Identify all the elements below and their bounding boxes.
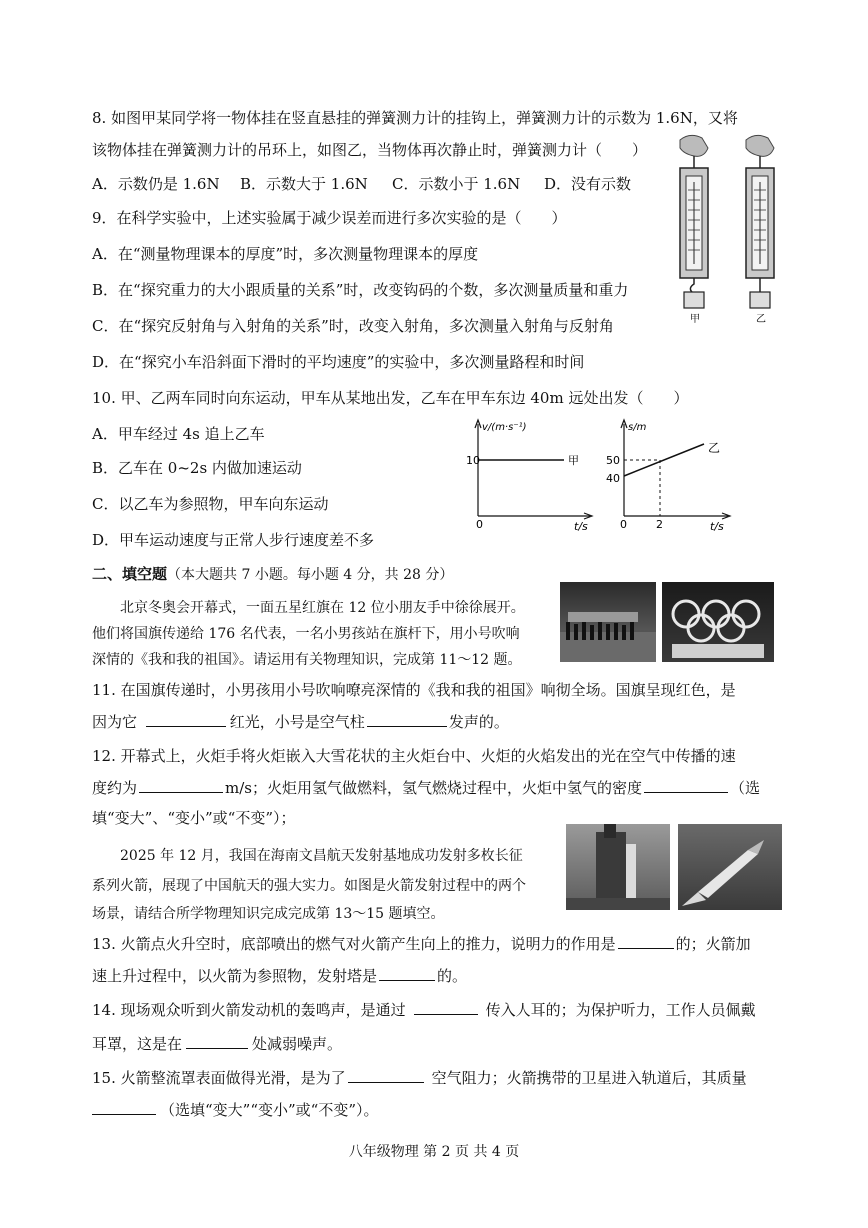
q8-stem-line2: 该物体挂在弹簧测力计的吊环上，如图乙，当物体再次静止时，弹簧测力计（ ） bbox=[92, 141, 648, 159]
q15-blank-1[interactable] bbox=[348, 1068, 424, 1083]
q15-text-a: 15. 火箭整流罩表面做得光滑，是为了 bbox=[92, 1069, 346, 1087]
q13-blank-1[interactable] bbox=[618, 934, 674, 949]
q11-line1: 11. 在国旗传递时，小男孩用小号吹响嘹亮深情的《我和我的祖国》响彻全场。国旗呈现红色，是 bbox=[92, 681, 736, 699]
rocket-icon bbox=[678, 824, 782, 910]
q13-text-d: 的。 bbox=[437, 967, 468, 985]
hand-icon bbox=[746, 135, 774, 156]
graph1-ytick: 10 bbox=[466, 454, 480, 467]
figure-label-yi: 乙 bbox=[756, 314, 766, 325]
velocity-time-graph bbox=[440, 416, 600, 532]
q14-blank-1[interactable] bbox=[414, 1000, 478, 1015]
q12-text-c: （选 bbox=[730, 779, 761, 797]
q15-line2 bbox=[92, 1100, 379, 1120]
q8-stem-line1: 8. 如图甲某同学将一物体挂在竖直悬挂的弹簧测力计的挂钩上，弹簧测力计的示数为 1.6N，又将 bbox=[92, 109, 738, 127]
q15-text-b: 空气阻力；火箭携带的卫星进入轨道后，其质量 bbox=[431, 1069, 747, 1087]
q9-option-d: D．在“探究小车沿斜面下滑时的平均速度”的实验中，多次测量路程和时间 bbox=[92, 353, 585, 371]
section2-title: 二、填空题 bbox=[92, 565, 168, 583]
q15-line1 bbox=[92, 1068, 747, 1088]
q11-line2 bbox=[92, 712, 509, 732]
q14-line2 bbox=[92, 1034, 342, 1054]
section2-heading bbox=[92, 564, 453, 585]
graph2-xtick: 2 bbox=[656, 518, 663, 531]
q9-stem: 9．在科学实验中，上述实验属于减少误差而进行多次实验的是（ ） bbox=[92, 209, 567, 227]
distance-time-graph bbox=[604, 416, 744, 532]
flag-ceremony-photo bbox=[560, 582, 656, 662]
figure-label-jia: 甲 bbox=[690, 314, 700, 325]
graph2-ytick-40: 40 bbox=[606, 472, 620, 485]
spring-scale-figure bbox=[660, 132, 790, 328]
q12-text-b: m/s；火炬用氢气做燃料，氢气燃烧过程中，火炬中氢气的密度 bbox=[225, 779, 642, 797]
hand-icon bbox=[680, 135, 708, 156]
q12-line2 bbox=[92, 778, 760, 798]
q13-line2 bbox=[92, 966, 467, 986]
q14-text-c: 耳罩，这是在 bbox=[92, 1035, 183, 1053]
q11-blank-2[interactable] bbox=[367, 712, 447, 727]
graph1-ylabel: v/(m·s⁻¹) bbox=[482, 422, 527, 433]
graph2-origin: 0 bbox=[620, 518, 627, 531]
olympic-rings-icon bbox=[662, 582, 774, 662]
q14-blank-2[interactable] bbox=[186, 1034, 248, 1049]
q12-blank-2[interactable] bbox=[644, 778, 728, 793]
q8-option-a: A．示数仍是 1.6N bbox=[92, 175, 220, 193]
intro1-line1: 北京冬奥会开幕式，一面五星红旗在 12 位小朋友手中徐徐展开。 bbox=[120, 600, 525, 616]
q9-option-b: B．在“探究重力的大小跟质量的关系”时，改变钩码的个数，多次测量质量和重力 bbox=[92, 281, 629, 299]
intro2-line1: 2025 年 12 月，我国在海南文昌航天发射基地成功发射多枚长征 bbox=[120, 848, 523, 864]
q8-option-d: D．没有示数 bbox=[544, 175, 632, 193]
graph1-series-label: 甲 bbox=[568, 454, 579, 467]
q10-stem: 10. 甲、乙两车同时向东运动，甲车从某地出发，乙车在甲车东边 40m 远处出发（ ） bbox=[92, 389, 689, 407]
q8-option-c: C．示数小于 1.6N bbox=[392, 175, 521, 193]
graph2-xlabel: t/s bbox=[710, 520, 724, 532]
q12-line3: 填“变大”、“变小”或“不变”）； bbox=[92, 809, 296, 827]
q10-option-a: A．甲车经过 4s 追上乙车 bbox=[92, 425, 265, 443]
graph2-ytick-50: 50 bbox=[606, 454, 620, 467]
page-footer: 八年级物理 第 2 页 共 4 页 bbox=[348, 1144, 520, 1160]
q11-text-c: 发声的。 bbox=[448, 713, 509, 731]
graph2-series-label: 乙 bbox=[708, 441, 721, 455]
q10-option-d: D．甲车运动速度与正常人步行速度差不多 bbox=[92, 531, 375, 549]
section2-note: （本大题共 7 小题。每小题 4 分，共 28 分） bbox=[167, 567, 454, 583]
q14-text-a: 14. 现场观众听到火箭发动机的轰鸣声，是通过 bbox=[92, 1001, 406, 1019]
q8-option-b: B．示数大于 1.6N bbox=[240, 175, 368, 193]
intro1-line2: 他们将国旗传递给 176 名代表，一名小男孩站在旗杆下，用小号吹响 bbox=[92, 626, 520, 642]
launch-tower-photo bbox=[566, 824, 670, 910]
q14-text-d: 处减弱噪声。 bbox=[252, 1035, 343, 1053]
q14-text-b: 传入人耳的；为保护听力，工作人员佩戴 bbox=[485, 1001, 756, 1019]
q12-text-a: 度约为 bbox=[92, 779, 138, 797]
q10-option-b: B．乙车在 0~2s 内做加速运动 bbox=[92, 459, 302, 477]
intro2-line3: 场景，请结合所学物理知识完成完成第 13～15 题填空。 bbox=[92, 906, 445, 922]
q13-blank-2[interactable] bbox=[379, 966, 435, 981]
q12-blank-1[interactable] bbox=[139, 778, 223, 793]
q12-line1: 12. 开幕式上，火炬手将火炬嵌入大雪花状的主火炬台中、火炬的火焰发出的光在空气中传播的速 bbox=[92, 747, 736, 765]
olympic-rings-photo bbox=[662, 582, 774, 662]
intro2-line2: 系列火箭，展现了中国航天的强大实力。如图是火箭发射过程中的两个 bbox=[92, 878, 526, 894]
q13-text-b: 的；火箭加 bbox=[675, 935, 751, 953]
q13-line1 bbox=[92, 934, 751, 954]
q14-line1 bbox=[92, 1000, 756, 1020]
q15-blank-2[interactable] bbox=[92, 1100, 156, 1115]
q15-text-c: （选填“变大”“变小”或“不变”）。 bbox=[160, 1101, 379, 1119]
q13-text-c: 速上升过程中，以火箭为参照物，发射塔是 bbox=[92, 967, 378, 985]
q9-option-c: C．在“探究反射角与入射角的关系”时，改变入射角，多次测量入射角与反射角 bbox=[92, 317, 614, 335]
q9-option-a: A．在“测量物理课本的厚度”时，多次测量物理课本的厚度 bbox=[92, 245, 479, 263]
q13-text-a: 13. 火箭点火升空时，底部喷出的燃气对火箭产生向上的推力，说明力的作用是 bbox=[92, 935, 616, 953]
graph2-ylabel: s/m bbox=[628, 422, 647, 433]
q11-text-a: 因为它 bbox=[92, 713, 138, 731]
q11-blank-1[interactable] bbox=[146, 712, 226, 727]
intro1-line3: 深情的《我和我的祖国》。请运用有关物理知识，完成第 11～12 题。 bbox=[92, 652, 522, 668]
graph1-xlabel: t/s bbox=[574, 520, 588, 532]
graph1-origin: 0 bbox=[476, 518, 483, 531]
q11-text-b: 红光，小号是空气柱 bbox=[229, 713, 365, 731]
q10-option-c: C．以乙车为参照物，甲车向东运动 bbox=[92, 495, 329, 513]
rocket-flight-photo bbox=[678, 824, 782, 910]
